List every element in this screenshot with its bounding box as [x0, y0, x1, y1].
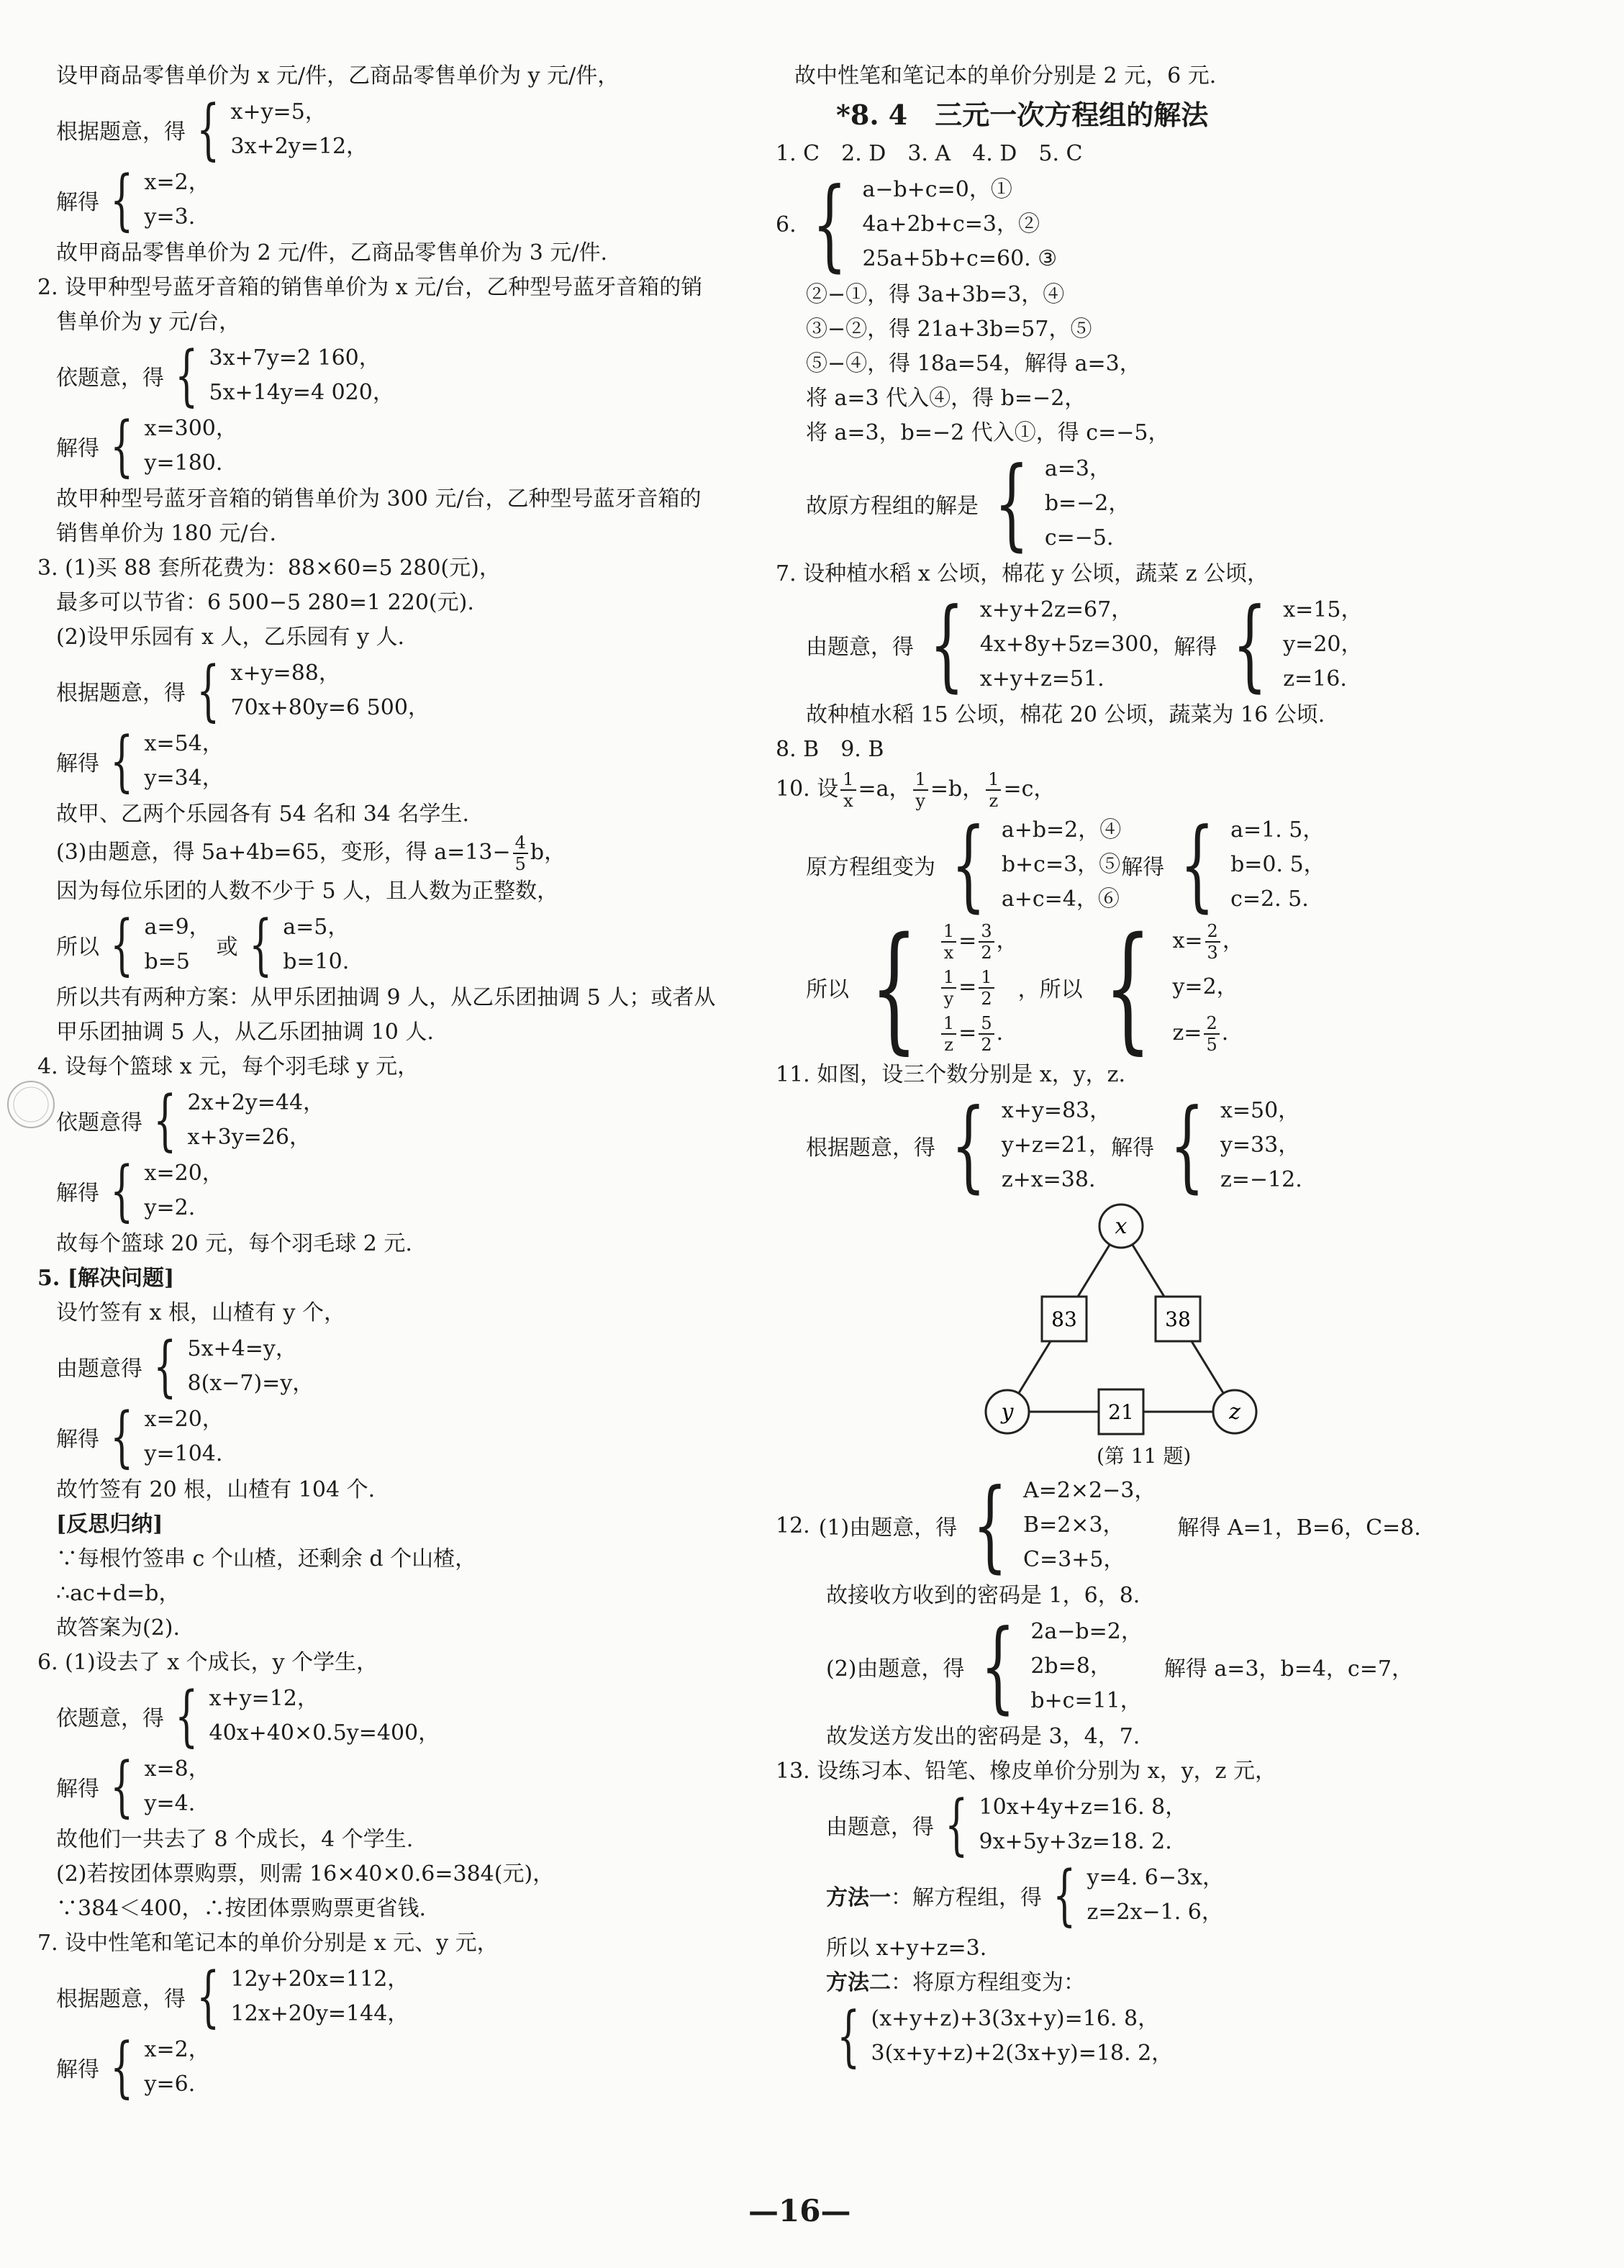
equation-system	[776, 806, 1574, 922]
answer-line: 故中性笔和笔记本的单价分别是 2 元，6 元.	[794, 63, 1217, 89]
left-brace: {	[812, 165, 847, 282]
left-brace: {	[153, 1081, 177, 1158]
left-brace: {	[945, 1785, 968, 1863]
left-brace: {	[929, 586, 965, 702]
text-line: 所以 x+y+z=3.	[826, 1936, 987, 1961]
text-line: ∴ac+d=b，	[56, 1581, 181, 1606]
text-fragment: 所以	[806, 977, 849, 1002]
answer-line: 故甲商品零售单价为 2 元/件，乙商品零售单价为 3 元/件.	[56, 240, 608, 266]
equation-system	[37, 1081, 764, 1158]
left-brace: {	[994, 445, 1030, 561]
equation: 25a+5b+c=60. ③	[862, 246, 1058, 271]
left-brace: {	[175, 1677, 199, 1754]
equation-system	[37, 336, 764, 414]
equation: a+c=4，⑥	[1001, 886, 1120, 912]
equation-label: 根据题意，得	[56, 681, 186, 706]
box-label: 21	[1108, 1400, 1134, 1424]
numerator: 4	[513, 833, 528, 854]
left-brace: {	[870, 907, 918, 1067]
equation: 2b=8，	[1030, 1654, 1112, 1679]
section-label: [反思归纳]	[56, 1512, 163, 1537]
text-fragment: a，	[876, 776, 911, 802]
equation: 10x+4y+z=16. 8，	[979, 1795, 1187, 1820]
solution-system	[776, 907, 1574, 1067]
denominator: 2	[981, 1035, 992, 1055]
left-brace: {	[1233, 586, 1268, 702]
equation: y+z=21，	[1001, 1133, 1111, 1158]
solution-system	[37, 1151, 764, 1229]
equation: z=16.	[1283, 666, 1347, 691]
text-fragment: 或	[216, 935, 238, 960]
text-line: 所以共有两种方案：从甲乐团抽调 9 人，从乙乐团抽调 5 人；或者从	[56, 985, 716, 1010]
equation: b=0. 5，	[1230, 852, 1325, 877]
solution-label: 解得	[56, 190, 99, 215]
text-line: ②−①，得 3a+3b=3，④	[806, 282, 1065, 307]
box-label: 38	[1165, 1307, 1191, 1331]
equation: z+x=38.	[1001, 1167, 1096, 1192]
equation-system	[776, 1087, 1574, 1203]
denominator: 2	[981, 989, 992, 1009]
fraction: $\frac{1}{x}$	[840, 769, 856, 811]
equation: z= $\frac{2}{5}$ .	[1172, 1013, 1229, 1055]
solution-system	[37, 160, 764, 238]
denominator: 2	[981, 943, 992, 963]
method-label: 方法一	[826, 1885, 891, 1910]
equation-system	[776, 1785, 1574, 1863]
answer-line: 故竹签有 20 根，山楂有 104 个.	[56, 1477, 376, 1502]
equation: x=50，	[1220, 1098, 1300, 1123]
answer-line: 故种植水稻 15 公顷，棉花 20 公顷，蔬菜为 16 公顷.	[806, 702, 1325, 727]
text-line	[37, 832, 764, 874]
left-column	[37, 59, 764, 2103]
question-line: 2. 设甲种型号蓝牙音箱的销售单价为 x 元/台，乙种型号蓝牙音箱的销	[37, 275, 703, 300]
solution-options	[37, 905, 764, 983]
text-line: 将 a=3 代入④，得 b=−2，	[806, 386, 1087, 411]
equation: 12x+20y=144，	[230, 2001, 409, 2026]
left-brace: {	[175, 336, 199, 414]
text-line: 售单价为 y 元/台，	[56, 309, 241, 335]
equation-label: 原方程组变为	[806, 855, 935, 880]
equation-system	[776, 586, 1574, 702]
numerator: 3	[979, 921, 994, 943]
solution-label: 解得	[56, 436, 99, 461]
fraction: $\frac{1}{z}$	[986, 769, 1001, 811]
text-line: ∵每根竹签串 c 个山楂，还剩余 d 个山楂，	[56, 1546, 477, 1571]
solution-label: 解得	[56, 1777, 99, 1802]
equation: b+c=11，	[1030, 1688, 1142, 1713]
equation: x= $\frac{2}{3}$ ，	[1172, 921, 1244, 963]
equation: y=4. 6−3x，	[1087, 1865, 1225, 1890]
equation-label: 由题意，得	[806, 635, 914, 660]
equation: y=4.	[144, 1791, 196, 1816]
left-brace: {	[951, 806, 986, 922]
solution-system	[37, 2028, 764, 2105]
left-brace: {	[1169, 1087, 1205, 1203]
solution-system	[37, 407, 764, 484]
equation-label: 根据题意，得	[56, 1987, 186, 2012]
equation: x=8，	[144, 1756, 210, 1782]
equation: y=6.	[144, 2072, 196, 2097]
equation: x+y=83，	[1001, 1098, 1112, 1123]
equation-label: 根据题意，得	[806, 1135, 935, 1161]
equation-system	[776, 1607, 1574, 1724]
left-brace: {	[110, 160, 134, 238]
triangle-diagram	[984, 1203, 1258, 1441]
left-brace: {	[196, 651, 220, 729]
text-line	[776, 1966, 1574, 2000]
left-brace: {	[248, 905, 273, 983]
left-brace: {	[951, 1087, 986, 1203]
question-number: 6.	[776, 212, 797, 237]
solution-label: 解得	[56, 751, 99, 776]
page-number: —16—	[748, 2193, 851, 2228]
question-line: 10. 设 $\frac{1}{x}$ =a， $\frac{1}{y}$ =b， $\frac{1}{z}$ =c，	[776, 769, 1056, 811]
text-fragment: ：解方程组，得	[891, 1885, 1042, 1910]
answer-line: 8. B 9. B	[776, 737, 884, 762]
text-line: 最多可以节省：6 500−5 280=1 220(元).	[56, 590, 474, 615]
equation: 9x+5y+3z=18. 2.	[979, 1829, 1172, 1854]
equation: x+y=88，	[230, 661, 340, 686]
fraction: $\frac{1}{y}$	[913, 769, 928, 811]
equation: x=2，	[144, 170, 210, 195]
equation-label: 依题意得	[56, 1110, 142, 1135]
solution-label: 解得	[1111, 1135, 1155, 1161]
left-brace: {	[1103, 907, 1152, 1067]
question-line: 7. 设种植水稻 x 公顷，棉花 y 公顷，蔬菜 z 公顷，	[776, 561, 1269, 586]
equation: c=2. 5.	[1230, 886, 1309, 912]
left-brace: {	[110, 1151, 134, 1229]
equation: $\frac{1}{y}$ = $\frac{1}{2}$	[939, 964, 1018, 1010]
text-fragment: c，	[1021, 776, 1056, 802]
equation: b=10.	[283, 949, 350, 974]
equation: 70x+80y=6 500，	[230, 695, 430, 720]
left-brace: {	[980, 1607, 1015, 1724]
equation: x+y=12，	[209, 1686, 319, 1711]
equation: A=2×2−3，	[1023, 1478, 1156, 1503]
equation: y=3.	[144, 204, 196, 230]
text-line: (2)设甲乐园有 x 人，乙乐园有 y 人.	[56, 625, 405, 650]
equation: x+y+z=51.	[979, 666, 1104, 691]
equation: a+b=2，④	[1001, 817, 1122, 843]
denominator: 3	[1207, 943, 1218, 963]
solution-label: 解得	[1121, 855, 1165, 880]
equation: 5x+14y=4 020，	[209, 380, 394, 405]
equation: 3x+7y=2 160，	[209, 345, 381, 371]
left-brace: {	[153, 1327, 177, 1405]
equation: 3x+2y=12，	[230, 134, 368, 159]
equation: x=54，	[144, 731, 224, 756]
equation: y=33，	[1220, 1133, 1300, 1158]
text-fragment: 所以	[56, 935, 99, 960]
left-brace: {	[837, 1997, 861, 2074]
equation: 3(x+y+z)+2(3x+y)=18. 2，	[871, 2041, 1174, 2066]
equation-label: (1)由题意，得	[818, 1515, 958, 1541]
equation: 4a+2b+c=3，②	[862, 212, 1040, 237]
text-fragment: ，所以	[1017, 977, 1083, 1002]
question-number: 12.	[776, 1512, 810, 1538]
answer-line: 故他们一共去了 8 个成长，4 个学生.	[56, 1827, 414, 1852]
equation: B=2×3，	[1023, 1512, 1125, 1538]
numerator: 2	[1204, 1013, 1219, 1035]
text-line: 甲乐团抽调 5 人，从乙乐团抽调 10 人.	[56, 1020, 434, 1045]
text-fragment: b，	[948, 776, 984, 802]
question-line: 3. (1)买 88 套所花费为：88×60=5 280(元)，	[37, 555, 501, 581]
figure-caption: (第 11 题)	[1097, 1444, 1192, 1468]
equation: x=20，	[144, 1407, 224, 1432]
equation: x+y+2z=67，	[979, 597, 1133, 622]
solution-text: 解得 A=1，B=6，C=8.	[1177, 1515, 1421, 1541]
text-line: 设竹签有 x 根，山楂有 y 个，	[56, 1300, 346, 1325]
solution-label: 解得	[56, 1427, 99, 1452]
numerator: 2	[1205, 921, 1220, 943]
question-line: 6. (1)设去了 x 个成长，y 个学生，	[37, 1650, 378, 1675]
equation-system	[37, 90, 764, 168]
equation: 8(x−7)=y，	[187, 1371, 314, 1396]
question-line: 7. 设中性笔和笔记本的单价分别是 x 元、y 元，	[37, 1931, 499, 1956]
equation-label: 依题意，得	[56, 366, 164, 391]
equation: a=9，	[144, 915, 211, 940]
answer-line: 故接收方收到的密码是 1，6，8.	[826, 1583, 1140, 1608]
solution-label: 解得	[1174, 635, 1217, 660]
text-line: ⑤−④，得 18a=54，解得 a=3，	[806, 351, 1141, 376]
text-fragment: (3)由题意，得 5a+4b=65，变形，得 a=13−	[56, 840, 511, 865]
equation: 4x+8y+5z=300，	[979, 632, 1174, 657]
equation-system	[37, 1957, 764, 2035]
equation-system	[776, 165, 1574, 282]
solution-system	[776, 445, 1574, 561]
answer-line: 故甲种型号蓝牙音箱的销售单价为 300 元/台，乙种型号蓝牙音箱的	[56, 486, 702, 512]
equation: y=104.	[144, 1441, 223, 1466]
equation: b=−2，	[1044, 491, 1130, 516]
equation: C=3+5，	[1023, 1547, 1125, 1572]
equation: x+3y=26，	[187, 1125, 311, 1150]
solution-label: 故原方程组的解是	[806, 494, 979, 519]
text-line: 设甲商品零售单价为 x 元/件，乙商品零售单价为 y 元/件，	[56, 63, 620, 89]
equation-system	[37, 1677, 764, 1754]
text-line: (2)若按团体票购票，则需 16×40×0.6=384(元)，	[56, 1861, 555, 1887]
equation-label: 由题意，得	[826, 1815, 934, 1840]
text-line: ∵384＜400，∴按团体票购票更省钱.	[56, 1896, 427, 1921]
equation: y=2，	[1172, 974, 1238, 999]
equation: 2a−b=2，	[1030, 1619, 1143, 1644]
text-fragment: ：将原方程组变为：	[891, 1970, 1085, 1995]
equation-system	[37, 1327, 764, 1405]
solution-system	[776, 1856, 1574, 1933]
equation: b=5	[144, 949, 190, 974]
method-label: 方法二	[826, 1970, 891, 1995]
equation: y=20，	[1283, 632, 1363, 657]
equation: a−b+c=0，①	[862, 177, 1012, 202]
solution-system	[37, 722, 764, 799]
equation: 5x+4=y，	[187, 1336, 297, 1361]
numerator: 5	[979, 1013, 994, 1035]
equation-label: 由题意得	[56, 1356, 142, 1382]
answer-line: 故每个篮球 20 元，每个羽毛球 2 元.	[56, 1231, 412, 1256]
text-fragment: 10. 设	[776, 776, 839, 802]
left-brace: {	[196, 90, 220, 168]
denominator: 5	[1206, 1035, 1217, 1055]
question-line: 11. 如图，设三个数分别是 x，y，z.	[776, 1062, 1125, 1087]
left-brace: {	[110, 407, 134, 484]
equation: x=2，	[144, 2037, 210, 2062]
text-fragment: b，	[530, 840, 566, 865]
left-brace: {	[1053, 1856, 1076, 1933]
question-line: 4. 设每个篮球 x 元，每个羽毛球 y 元，	[37, 1054, 419, 1079]
denominator: 5	[514, 854, 526, 874]
equation: b+c=3，⑤	[1001, 852, 1121, 877]
left-brace: {	[110, 1747, 134, 1825]
answer-line: 故甲、乙两个乐园各有 54 名和 34 名学生.	[56, 802, 470, 827]
box-label: 83	[1051, 1307, 1077, 1331]
stamp-seal	[4, 1078, 58, 1131]
equation-label: (2)由题意，得	[826, 1656, 965, 1682]
left-brace: {	[1180, 806, 1215, 922]
equation: $\frac{1}{x}$ = $\frac{3}{2}$ ，	[939, 918, 1018, 964]
node-label-y: y	[1001, 1400, 1014, 1425]
equation: x=20，	[144, 1161, 224, 1186]
equation-label: 根据题意，得	[56, 119, 186, 145]
equation: z=2x−1. 6，	[1087, 1900, 1223, 1925]
equation: a=3，	[1044, 456, 1111, 481]
left-brace: {	[110, 1397, 134, 1475]
left-brace: {	[110, 905, 134, 983]
equation: (x+y+z)+3(3x+y)=16. 8，	[871, 2006, 1160, 2031]
answer-line: 故发送方发出的密码是 3，4，7.	[826, 1724, 1140, 1749]
numerator: 1	[979, 967, 994, 989]
equation: 12y+20x=112，	[230, 1967, 409, 1992]
equation-system	[37, 651, 764, 729]
left-brace: {	[196, 1957, 220, 2035]
equation-system	[776, 1466, 1574, 1583]
left-brace: {	[972, 1466, 1008, 1583]
left-brace: {	[110, 722, 134, 799]
node-label-x: x	[1115, 1214, 1128, 1239]
left-brace: {	[110, 2028, 134, 2105]
section-title: *8. 4 三元一次方程组的解法	[836, 99, 1209, 131]
equation: x=15，	[1283, 597, 1363, 622]
solution-text: 解得 a=3，b=4，c=7，	[1163, 1656, 1413, 1682]
equation: x=300，	[144, 416, 237, 441]
solution-label: 解得	[56, 1181, 99, 1206]
equation: a=5，	[283, 915, 350, 940]
equation: $\frac{1}{z}$ = $\frac{5}{2}$ .	[939, 1010, 1018, 1056]
solution-label: 解得	[56, 2057, 99, 2082]
equation: 40x+40×0.5y=400，	[209, 1720, 440, 1746]
fraction	[513, 833, 528, 874]
answer-line: 1. C 2. D 3. A 4. D 5. C	[776, 141, 1083, 166]
node-label-z: z	[1229, 1400, 1240, 1425]
equation: 2x+2y=44，	[187, 1090, 325, 1115]
equation: y=2.	[144, 1195, 196, 1220]
equation-system	[776, 1997, 1574, 2074]
text-line: 将 a=3，b=−2 代入①，得 c=−5，	[806, 420, 1170, 445]
equation: y=34，	[144, 766, 224, 791]
question-line: 13. 设练习本、铅笔、橡皮单价分别为 x，y，z 元，	[776, 1759, 1276, 1784]
text-line: 故答案为(2).	[56, 1615, 181, 1641]
equation: z=−12.	[1220, 1167, 1302, 1192]
text-line: 因为每位乐团的人数不少于 5 人，且人数为正整数，	[56, 879, 559, 904]
equation: y=180.	[144, 450, 223, 476]
equation: x+y=5，	[230, 99, 327, 124]
right-column	[776, 59, 1574, 2072]
equation: a=1. 5，	[1230, 817, 1325, 843]
equation-label: 依题意，得	[56, 1706, 164, 1731]
answer-line: 销售单价为 180 元/台.	[56, 521, 276, 546]
solution-system	[37, 1397, 764, 1475]
text-line: ③−②，得 21a+3b=57，⑤	[806, 317, 1092, 342]
section-label: 5. [解决问题]	[37, 1266, 175, 1291]
solution-system	[37, 1747, 764, 1825]
equation: c=−5.	[1044, 525, 1114, 550]
